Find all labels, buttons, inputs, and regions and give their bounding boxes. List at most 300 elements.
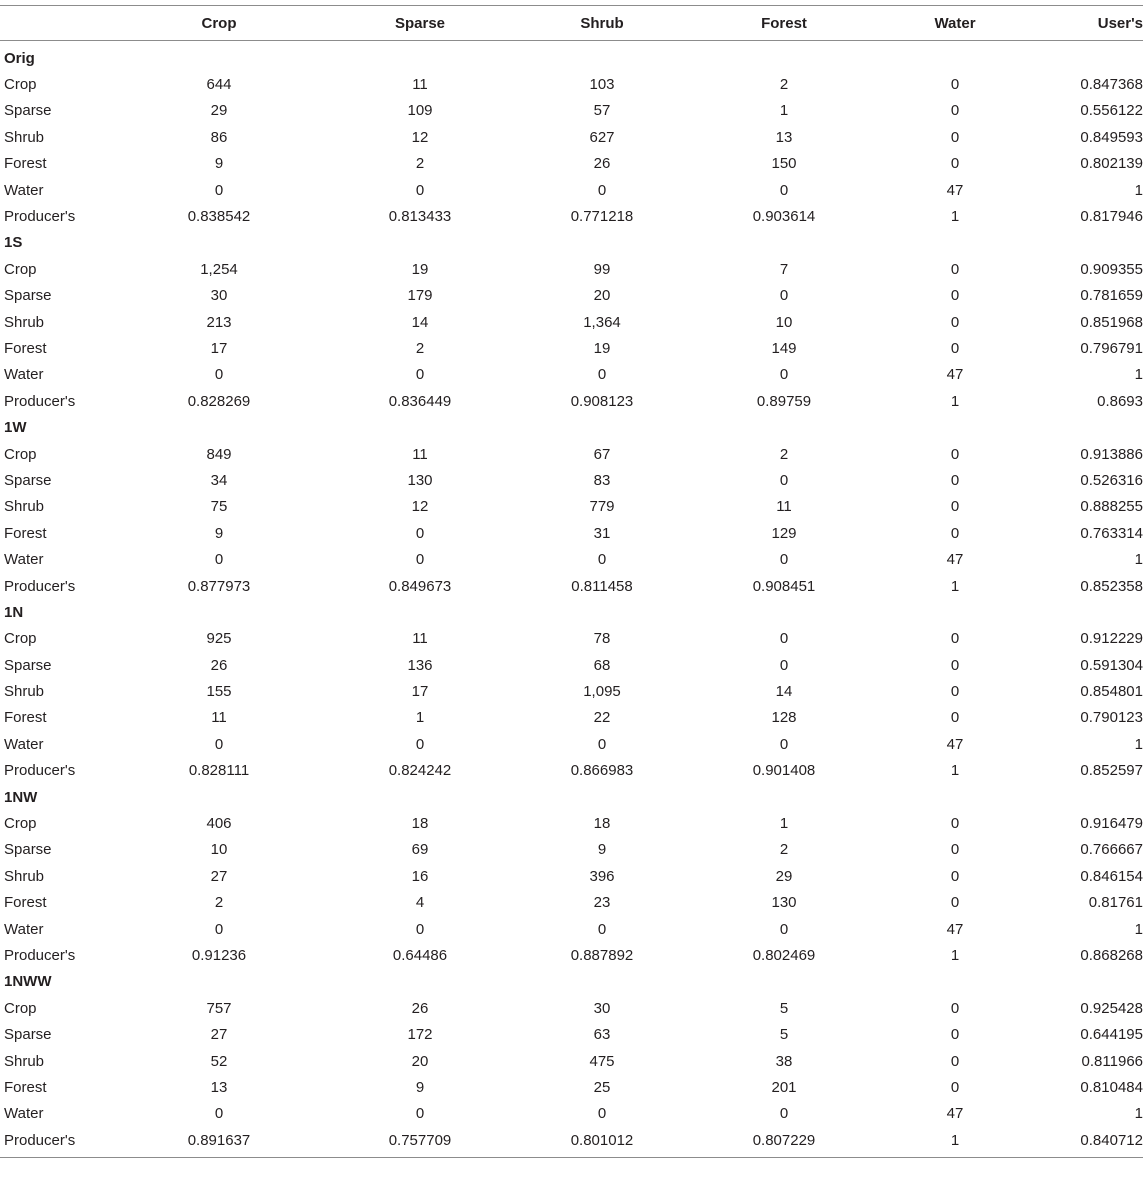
cell-users: 0.556122	[1080, 102, 1143, 120]
table-row	[0, 678, 1143, 704]
cell-water: 0	[950, 841, 960, 859]
cell-shrub: 0.866983	[570, 762, 634, 780]
cell-sparse: 11	[412, 630, 428, 648]
cell-forest: 129	[771, 524, 797, 542]
cell-label: Crop	[4, 76, 37, 94]
cell-shrub: 31	[593, 524, 611, 542]
table-row	[0, 335, 1143, 361]
cell-water: 0	[950, 155, 960, 173]
table-body	[0, 45, 1143, 1153]
cell-water: 0	[950, 260, 960, 278]
cell-shrub: 1,095	[583, 683, 621, 701]
cell-shrub: 25	[593, 1078, 611, 1096]
table-row	[0, 1048, 1143, 1074]
cell-users: 0.868268	[1080, 946, 1143, 964]
cell-crop: 1,254	[200, 260, 238, 278]
cell-crop: 9	[214, 524, 224, 542]
cell-shrub: 68	[593, 656, 611, 674]
cell-forest: 149	[771, 339, 797, 357]
cell-shrub: 0	[597, 366, 607, 384]
cell-water: 0	[950, 1026, 960, 1044]
cell-sparse: 0.64486	[392, 946, 448, 964]
table-row	[0, 652, 1143, 678]
cell-shrub: 78	[593, 630, 611, 648]
cell-label: Producer's	[4, 762, 76, 780]
cell-shrub: 57	[593, 102, 611, 120]
cell-forest: 2	[779, 76, 789, 94]
cell-label: Forest	[4, 339, 47, 357]
cell-forest: 0	[779, 656, 789, 674]
cell-crop: 0.828111	[188, 762, 250, 780]
cell-shrub: 0	[597, 920, 607, 938]
cell-sparse: 0	[415, 920, 425, 938]
cell-water: 0	[950, 894, 960, 912]
table-row	[0, 177, 1143, 203]
table-row	[0, 995, 1143, 1021]
cell-crop: 52	[210, 1052, 228, 1070]
cell-sparse: 0	[415, 735, 425, 753]
cell-sparse: 0.849673	[388, 577, 452, 595]
cell-crop: 757	[206, 999, 232, 1017]
cell-shrub: 67	[593, 445, 611, 463]
table-row	[0, 494, 1143, 520]
cell-sparse: 69	[411, 841, 429, 859]
header-users: User's	[1097, 14, 1143, 32]
cell-forest: 10	[775, 313, 793, 331]
cell-label: Producer's	[4, 1131, 76, 1149]
cell-crop: 213	[206, 313, 232, 331]
cell-label: Crop	[4, 815, 37, 833]
cell-water: 47	[946, 551, 964, 569]
cell-shrub: 83	[593, 471, 611, 489]
cell-users: 1	[1134, 735, 1143, 753]
cell-water: 0	[950, 1078, 960, 1096]
cell-label: Sparse	[4, 102, 52, 120]
cell-water: 0	[950, 445, 960, 463]
cell-crop: 17	[210, 339, 228, 357]
cell-water: 0	[950, 128, 960, 146]
section-title: 1W	[4, 419, 27, 437]
cell-crop: 86	[210, 128, 228, 146]
cell-sparse: 0.824242	[388, 762, 452, 780]
cell-crop: 0.828269	[187, 392, 251, 410]
cell-sparse: 0	[415, 551, 425, 569]
cell-shrub: 19	[593, 339, 611, 357]
cell-label: Water	[4, 366, 44, 384]
cell-crop: 155	[206, 683, 232, 701]
cell-users: 0.817946	[1080, 208, 1143, 226]
cell-shrub: 627	[589, 128, 615, 146]
cell-sparse: 18	[411, 815, 429, 833]
cell-users: 0.912229	[1080, 630, 1143, 648]
table-row	[0, 758, 1143, 784]
cell-label: Water	[4, 181, 44, 199]
cell-crop: 0.891637	[187, 1131, 251, 1149]
cell-shrub: 1,364	[583, 313, 621, 331]
cell-shrub: 26	[593, 155, 611, 173]
cell-label: Shrub	[4, 867, 45, 885]
cell-shrub: 0	[597, 181, 607, 199]
cell-crop: 406	[206, 815, 232, 833]
cell-crop: 27	[210, 1026, 228, 1044]
cell-shrub: 22	[593, 709, 611, 727]
cell-users: 0.913886	[1080, 445, 1143, 463]
cell-sparse: 12	[411, 498, 429, 516]
cell-label: Crop	[4, 260, 37, 278]
table-row	[0, 1127, 1143, 1153]
cell-label: Sparse	[4, 656, 52, 674]
cell-users: 0.766667	[1080, 841, 1143, 859]
cell-sparse: 0	[415, 181, 425, 199]
cell-label: Shrub	[4, 683, 45, 701]
cell-users: 0.888255	[1080, 498, 1143, 516]
cell-water: 1	[950, 392, 960, 410]
cell-label: Water	[4, 735, 44, 753]
cell-sparse: 0.836449	[388, 392, 452, 410]
cell-water: 1	[950, 577, 960, 595]
cell-sparse: 172	[407, 1026, 433, 1044]
cell-sparse: 0.757709	[388, 1131, 452, 1149]
cell-users: 0.909355	[1080, 260, 1143, 278]
table-row	[0, 124, 1143, 150]
cell-crop: 30	[210, 287, 228, 305]
cell-forest: 0	[779, 1105, 789, 1123]
table-row	[0, 626, 1143, 652]
cell-users: 1	[1134, 920, 1143, 938]
cell-water: 47	[946, 920, 964, 938]
cell-label: Forest	[4, 894, 47, 912]
cell-sparse: 179	[407, 287, 433, 305]
cell-shrub: 0.771218	[570, 208, 634, 226]
cell-water: 0	[950, 999, 960, 1017]
cell-shrub: 396	[589, 867, 615, 885]
cell-water: 1	[950, 946, 960, 964]
cell-users: 0.854801	[1080, 683, 1143, 701]
cell-forest: 0	[779, 551, 789, 569]
cell-users: 0.796791	[1080, 339, 1143, 357]
cell-label: Sparse	[4, 287, 52, 305]
cell-label: Producer's	[4, 392, 76, 410]
section-title: 1S	[4, 234, 23, 252]
cell-water: 0	[950, 815, 960, 833]
cell-water: 0	[950, 76, 960, 94]
cell-water: 1	[950, 762, 960, 780]
cell-label: Forest	[4, 1078, 47, 1096]
table-row	[0, 863, 1143, 889]
cell-water: 47	[946, 181, 964, 199]
cell-label: Forest	[4, 524, 47, 542]
cell-users: 0.925428	[1080, 999, 1143, 1017]
cell-users: 0.781659	[1080, 287, 1143, 305]
table-row	[0, 916, 1143, 942]
cell-sparse: 0.813433	[388, 208, 452, 226]
cell-shrub: 63	[593, 1026, 611, 1044]
cell-forest: 1	[779, 102, 789, 120]
cell-users: 0.790123	[1080, 709, 1143, 727]
table-row	[0, 309, 1143, 335]
cell-crop: 0	[214, 920, 224, 938]
cell-forest: 0	[779, 471, 789, 489]
cell-users: 0.849593	[1080, 128, 1143, 146]
cell-forest: 38	[775, 1052, 793, 1070]
cell-forest: 1	[779, 815, 789, 833]
table-row	[0, 810, 1143, 836]
cell-water: 0	[950, 339, 960, 357]
table-row	[0, 362, 1143, 388]
cell-sparse: 12	[411, 128, 429, 146]
cell-label: Forest	[4, 155, 47, 173]
cell-users: 0.851968	[1080, 313, 1143, 331]
cell-water: 47	[946, 735, 964, 753]
table-row	[0, 520, 1143, 546]
table-row	[0, 1021, 1143, 1047]
cell-shrub: 23	[593, 894, 611, 912]
bottom-rule	[0, 1157, 1143, 1158]
cell-sparse: 0	[415, 366, 425, 384]
cell-users: 0.811966	[1081, 1052, 1143, 1070]
cell-crop: 75	[210, 498, 228, 516]
cell-crop: 0	[214, 181, 224, 199]
header-forest: Forest	[761, 14, 807, 32]
cell-label: Sparse	[4, 1026, 52, 1044]
cell-crop: 849	[206, 445, 232, 463]
table-row	[0, 731, 1143, 757]
cell-shrub: 30	[593, 999, 611, 1017]
cell-sparse: 109	[407, 102, 433, 120]
cell-users: 1	[1134, 366, 1143, 384]
cell-water: 0	[950, 524, 960, 542]
cell-users: 0.852358	[1080, 577, 1143, 595]
cell-water: 0	[950, 287, 960, 305]
cell-label: Crop	[4, 999, 37, 1017]
cell-forest: 0.901408	[752, 762, 816, 780]
cell-forest: 0	[779, 366, 789, 384]
cell-forest: 0.89759	[756, 392, 812, 410]
cell-sparse: 130	[407, 471, 433, 489]
table-row	[0, 71, 1143, 97]
cell-sparse: 2	[415, 155, 425, 173]
cell-forest: 0	[779, 287, 789, 305]
cell-sparse: 26	[411, 999, 429, 1017]
cell-users: 0.916479	[1080, 815, 1143, 833]
cell-shrub: 475	[589, 1052, 615, 1070]
cell-shrub: 99	[593, 260, 611, 278]
header-sparse: Sparse	[394, 14, 446, 32]
cell-shrub: 0	[597, 1105, 607, 1123]
cell-sparse: 2	[415, 339, 425, 357]
cell-users: 0.644195	[1080, 1026, 1143, 1044]
cell-crop: 34	[210, 471, 228, 489]
cell-crop: 9	[214, 155, 224, 173]
cell-forest: 29	[775, 867, 793, 885]
cell-crop: 0.91236	[191, 946, 247, 964]
table-row	[0, 256, 1143, 282]
table-row	[0, 705, 1143, 731]
table-row	[0, 203, 1143, 229]
table-row	[0, 467, 1143, 493]
cell-forest: 130	[771, 894, 797, 912]
cell-users: 0.526316	[1080, 471, 1143, 489]
accuracy-table	[0, 5, 1143, 1158]
cell-forest: 5	[779, 999, 789, 1017]
cell-label: Sparse	[4, 841, 52, 859]
cell-water: 47	[946, 366, 964, 384]
cell-forest: 0	[779, 735, 789, 753]
cell-water: 1	[950, 1131, 960, 1149]
cell-label: Shrub	[4, 313, 45, 331]
cell-users: 0.846154	[1080, 867, 1143, 885]
cell-label: Water	[4, 551, 44, 569]
table-row	[0, 837, 1143, 863]
cell-forest: 128	[771, 709, 797, 727]
table-row	[0, 573, 1143, 599]
cell-forest: 14	[775, 683, 793, 701]
cell-shrub: 20	[593, 287, 611, 305]
cell-users: 0.852597	[1080, 762, 1143, 780]
cell-sparse: 16	[411, 867, 429, 885]
cell-forest: 0.802469	[752, 946, 816, 964]
cell-sparse: 0	[415, 524, 425, 542]
cell-shrub: 0.811458	[571, 577, 633, 595]
cell-users: 0.591304	[1080, 656, 1143, 674]
cell-water: 0	[950, 471, 960, 489]
cell-forest: 11	[776, 498, 792, 516]
cell-crop: 0.877973	[187, 577, 251, 595]
cell-crop: 10	[210, 841, 228, 859]
table-row	[0, 1074, 1143, 1100]
cell-sparse: 9	[415, 1078, 425, 1096]
cell-label: Shrub	[4, 128, 45, 146]
cell-water: 0	[950, 656, 960, 674]
cell-water: 0	[950, 102, 960, 120]
cell-users: 0.81761	[1088, 894, 1143, 912]
cell-forest: 13	[775, 128, 793, 146]
cell-shrub: 103	[589, 76, 615, 94]
cell-forest: 0.807229	[752, 1131, 816, 1149]
cell-forest: 7	[779, 260, 789, 278]
cell-sparse: 1	[415, 709, 425, 727]
cell-label: Forest	[4, 709, 47, 727]
cell-water: 0	[950, 498, 960, 516]
cell-users: 1	[1134, 181, 1143, 199]
cell-crop: 925	[206, 630, 232, 648]
table-row	[0, 890, 1143, 916]
cell-crop: 29	[210, 102, 228, 120]
cell-label: Producer's	[4, 577, 76, 595]
cell-water: 0	[950, 709, 960, 727]
cell-sparse: 11	[412, 445, 428, 463]
cell-forest: 0	[779, 630, 789, 648]
cell-water: 1	[950, 208, 960, 226]
cell-users: 0.810484	[1080, 1078, 1143, 1096]
header-crop: Crop	[201, 14, 237, 32]
table-row	[0, 546, 1143, 572]
header-water: Water	[934, 14, 976, 32]
cell-crop: 2	[214, 894, 224, 912]
cell-forest: 150	[771, 155, 797, 173]
cell-water: 0	[950, 867, 960, 885]
cell-shrub: 18	[593, 815, 611, 833]
table-row	[0, 1101, 1143, 1127]
table-row	[0, 283, 1143, 309]
cell-label: Producer's	[4, 208, 76, 226]
cell-forest: 0	[779, 181, 789, 199]
table-row	[0, 441, 1143, 467]
cell-label: Sparse	[4, 471, 52, 489]
cell-crop: 11	[211, 709, 227, 727]
cell-crop: 0	[214, 366, 224, 384]
cell-shrub: 9	[597, 841, 607, 859]
cell-label: Water	[4, 920, 44, 938]
cell-users: 0.847368	[1080, 76, 1143, 94]
cell-water: 0	[950, 313, 960, 331]
cell-forest: 0	[779, 920, 789, 938]
cell-users: 1	[1134, 1105, 1143, 1123]
cell-users: 1	[1134, 551, 1143, 569]
cell-water: 0	[950, 630, 960, 648]
cell-water: 0	[950, 683, 960, 701]
cell-label: Crop	[4, 630, 37, 648]
cell-water: 0	[950, 1052, 960, 1070]
cell-shrub: 0	[597, 735, 607, 753]
cell-sparse: 11	[412, 76, 428, 94]
cell-sparse: 4	[415, 894, 425, 912]
cell-forest: 2	[779, 445, 789, 463]
cell-sparse: 17	[411, 683, 429, 701]
cell-forest: 5	[779, 1026, 789, 1044]
cell-shrub: 0.801012	[570, 1131, 634, 1149]
cell-crop: 0.838542	[187, 208, 251, 226]
cell-users: 0.802139	[1080, 155, 1143, 173]
cell-shrub: 0	[597, 551, 607, 569]
cell-crop: 27	[210, 867, 228, 885]
cell-label: Water	[4, 1105, 44, 1123]
cell-sparse: 0	[415, 1105, 425, 1123]
section-title: 1NW	[4, 788, 38, 806]
cell-label: Crop	[4, 445, 37, 463]
cell-label: Producer's	[4, 946, 76, 964]
cell-sparse: 19	[411, 260, 429, 278]
section-title: 1NWW	[4, 973, 52, 991]
header-shrub: Shrub	[580, 14, 624, 32]
cell-forest: 0.908451	[752, 577, 816, 595]
cell-crop: 0	[214, 551, 224, 569]
cell-label: Shrub	[4, 1052, 45, 1070]
cell-users: 0.763314	[1080, 524, 1143, 542]
cell-crop: 13	[210, 1078, 228, 1096]
cell-label: Shrub	[4, 498, 45, 516]
cell-shrub: 779	[589, 498, 615, 516]
table-row	[0, 151, 1143, 177]
table-row	[0, 942, 1143, 968]
cell-forest: 2	[779, 841, 789, 859]
section-title: 1N	[4, 603, 24, 621]
cell-crop: 0	[214, 1105, 224, 1123]
cell-forest: 201	[771, 1078, 797, 1096]
cell-sparse: 14	[411, 313, 429, 331]
cell-forest: 0.903614	[752, 208, 816, 226]
header-row	[0, 6, 1143, 40]
cell-crop: 26	[210, 656, 228, 674]
cell-sparse: 136	[407, 656, 433, 674]
cell-users: 0.840712	[1080, 1131, 1143, 1149]
table-row	[0, 98, 1143, 124]
cell-crop: 0	[214, 735, 224, 753]
cell-water: 47	[946, 1105, 964, 1123]
table-row	[0, 388, 1143, 414]
cell-shrub: 0.908123	[570, 392, 634, 410]
cell-sparse: 20	[411, 1052, 429, 1070]
